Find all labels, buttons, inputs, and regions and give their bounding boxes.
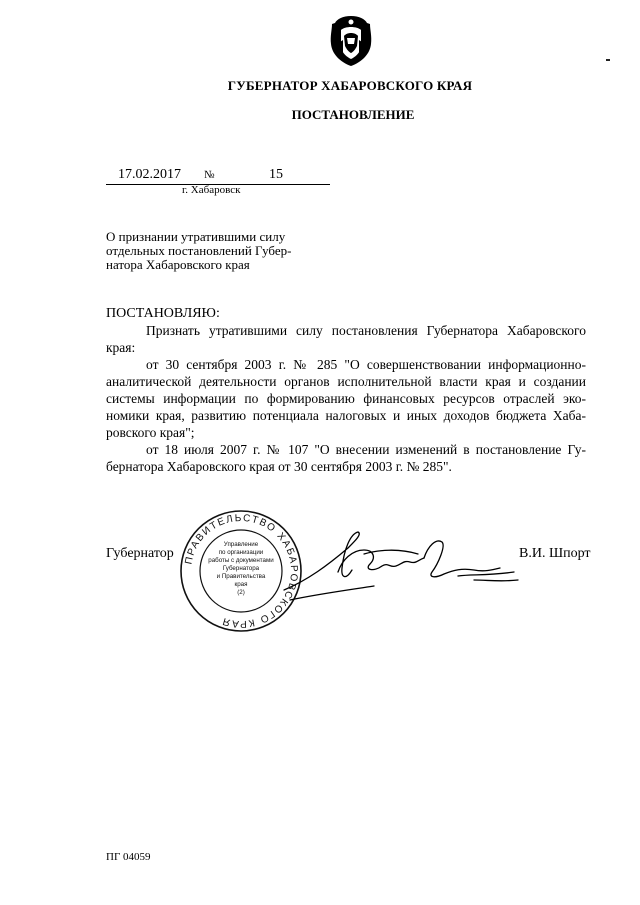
seal-inner-line: работы с документами — [208, 557, 274, 564]
seal-inner-line: (2) — [237, 589, 245, 596]
issuer-title: ГУБЕРНАТОР ХАБАРОВСКОГО КРАЯ — [227, 78, 473, 93]
form-code: ПГ 04059 — [106, 851, 151, 863]
seal-inner-line: по организации — [218, 549, 264, 556]
body-line: края: — [106, 340, 136, 355]
city: г. Хабаровск — [182, 184, 241, 196]
decree-body — [106, 322, 586, 475]
document-subject — [106, 230, 328, 272]
seal-inner-line: Управление — [223, 541, 259, 548]
document-date: 17.02.2017 — [118, 167, 181, 182]
body-line: номики края, развитию потенциала налоговых и иных доходов бюджета Хаба- — [106, 408, 586, 423]
body-line: бернатора Хабаровского края от 30 сентября 2003 г. № 285". — [106, 459, 452, 474]
coat-of-arms-emblem — [329, 14, 373, 68]
decree-word: ПОСТАНОВЛЯЮ: — [106, 306, 220, 321]
body-line: Признать утратившими силу постановления Губернатора Хабаровского — [146, 323, 586, 338]
body-line: системы информации по формированию финансовых ресурсов отраслей эко- — [106, 391, 586, 406]
seal-inner-line: края — [234, 581, 248, 588]
registration-line — [106, 166, 330, 185]
document-type: ПОСТАНОВЛЕНИЕ — [291, 107, 415, 122]
seal-inner-line: Губернатора — [222, 565, 260, 572]
signatory-name: В.И. Шпорт — [519, 546, 591, 561]
body-line: от 18 июля 2007 г. № 107 "О внесении изменений в постановление Гу- — [146, 442, 586, 457]
subject-line: натора Хабаровского края — [106, 257, 250, 272]
handwritten-signature — [278, 520, 522, 606]
body-line: аналитической деятельности органов исполнительной власти края и создании — [106, 374, 586, 389]
seal-inner-line: и Правительства — [216, 573, 266, 580]
subject-line: О признании утратившими силу — [106, 229, 286, 244]
number-sign: № — [204, 169, 215, 181]
seal-ring-text: ПРАВИТЕЛЬСТВО ХАБАРОВСКОГО КРАЯ — [183, 512, 300, 630]
signatory-position: Губернатор — [106, 546, 174, 561]
corner-mark — [606, 59, 610, 61]
body-line: ровского края"; — [106, 425, 195, 440]
subject-line: отдельных постановлений Губер- — [106, 243, 292, 258]
body-line: от 30 сентября 2003 г. № 285 "О совершенствовании информационно- — [146, 357, 586, 372]
document-number: 15 — [269, 167, 283, 182]
